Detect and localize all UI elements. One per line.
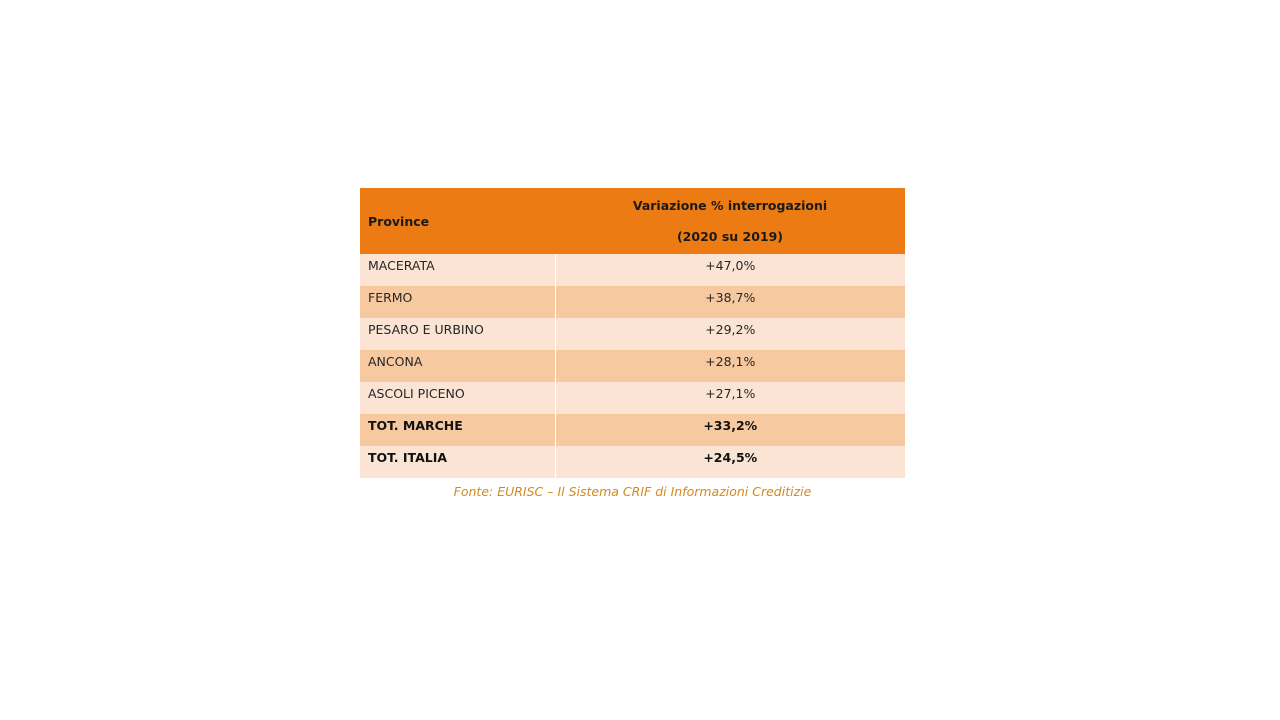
data-table-container [360,188,905,478]
table-row [360,254,905,286]
header-province: Province [368,213,430,229]
value-cell: +24,5% [703,450,758,465]
value-cell: +33,2% [703,418,758,433]
value-cell: +38,7% [705,290,756,305]
total-row-italia [360,446,905,478]
province-cell: ANCONA [360,350,555,382]
value-cell: +27,1% [705,386,756,401]
table-body [360,254,905,478]
value-cell: +28,1% [705,354,756,369]
header-variation-line1: Variazione % interrogazioni [632,198,828,213]
province-cell: PESARO E URBINO [360,318,555,350]
table-row [360,382,905,414]
table-row [360,286,905,318]
province-cell: FERMO [360,286,555,318]
value-cell: +29,2% [705,322,756,337]
province-cell: ASCOLI PICENO [360,382,555,414]
table-row [360,318,905,350]
header-variation [555,188,905,254]
header-row [360,188,905,254]
header-variation-line2: (2020 su 2019) [676,229,784,244]
province-variation-table [360,188,905,478]
province-cell: MACERATA [360,254,555,286]
table-header [360,188,905,254]
value-cell: +47,0% [705,258,756,273]
source-caption: Fonte: EURISC – Il Sistema CRIF di Informazioni Creditizie [453,484,812,499]
table-row [360,350,905,382]
province-cell: TOT. MARCHE [360,414,555,446]
total-row-marche [360,414,905,446]
province-cell: TOT. ITALIA [360,446,555,478]
